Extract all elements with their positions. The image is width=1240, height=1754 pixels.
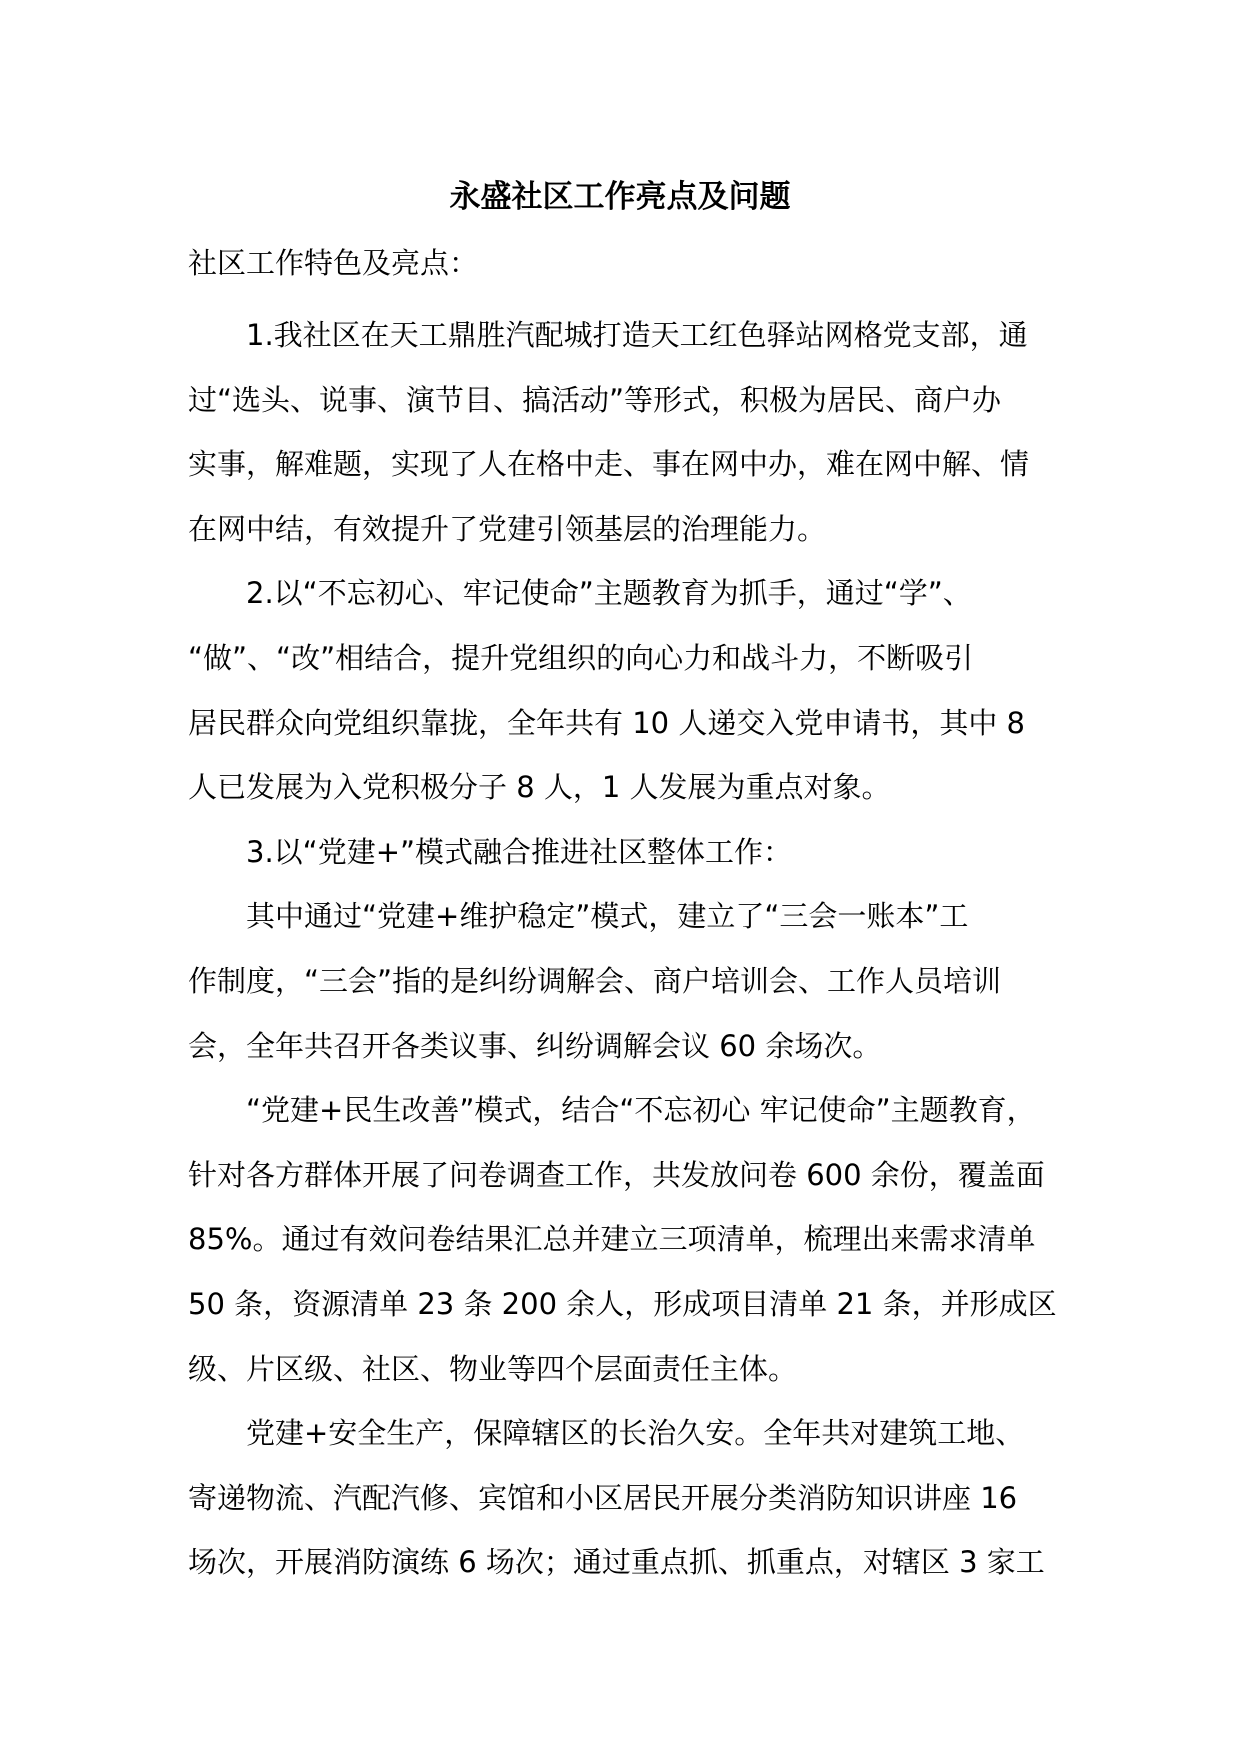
paragraph-line: 其中通过“党建+维护稳定”模式，建立了“三会一账本”工 — [246, 899, 969, 934]
paragraph-line: 1.我社区在天工鼎胜汽配城打造天工红色驿站网格党支部，通 — [246, 318, 1028, 352]
paragraph-line: 级、片区级、社区、物业等四个层面责任主体。 — [188, 1351, 798, 1386]
paragraph-line: 会，全年共召开各类议事、纠纷调解会议 60 余场次。 — [188, 1028, 882, 1063]
paragraph-line: 3.以“党建+”模式融合推进社区整体工作： — [246, 834, 793, 869]
section-heading: 社区工作特色及亮点： — [188, 246, 479, 280]
paragraph-line: 作制度，“三会”指的是纠纷调解会、商户培训会、工作人员培训 — [188, 963, 1002, 998]
paragraph-line: 居民群众向党组织靠拢，全年共有 10 人递交入党申请书，其中 8 — [188, 705, 1026, 740]
document-title: 永盛社区工作亮点及问题 — [449, 179, 791, 215]
document-body — [188, 303, 1108, 1595]
paragraph-line: 2.以“不忘初心、牢记使命”主题教育为抓手，通过“学”、 — [246, 576, 972, 611]
paragraph-line: 人已发展为入党积极分子 8 人，1 人发展为重点对象。 — [188, 770, 891, 805]
paragraph-line: 党建+安全生产，保障辖区的长治久安。全年共对建筑工地、 — [246, 1416, 1025, 1451]
paragraph-line: 场次，开展消防演练 6 场次；通过重点抓、抓重点，对辖区 3 家工 — [188, 1545, 1045, 1580]
paragraph-line: 实事，解难题，实现了人在格中走、事在网中办，难在网中解、情 — [188, 447, 1030, 482]
paragraph-line: 50 条，资源清单 23 条 200 余人，形成项目清单 21 条，并形成区 — [188, 1286, 1057, 1321]
paragraph-line: 在网中结，有效提升了党建引领基层的治理能力。 — [188, 511, 827, 546]
paragraph-line: 过“选头、说事、演节目、搞活动”等形式，积极为居民、商户办 — [188, 382, 1002, 417]
paragraph-line: 针对各方群体开展了问卷调查工作，共发放问卷 600 余份，覆盖面 — [188, 1157, 1045, 1192]
paragraph-line: 85%。通过有效问卷结果汇总并建立三项清单，梳理出来需求清单 — [188, 1222, 1036, 1257]
paragraph-line: “党建+民生改善”模式，结合“不忘初心 牢记使命”主题教育， — [246, 1093, 1036, 1128]
paragraph-line: 寄递物流、汽配汽修、宾馆和小区居民开展分类消防知识讲座 16 — [188, 1480, 1018, 1515]
paragraph-line: “做”、“改”相结合，提升党组织的向心力和战斗力，不断吸引 — [188, 640, 974, 675]
